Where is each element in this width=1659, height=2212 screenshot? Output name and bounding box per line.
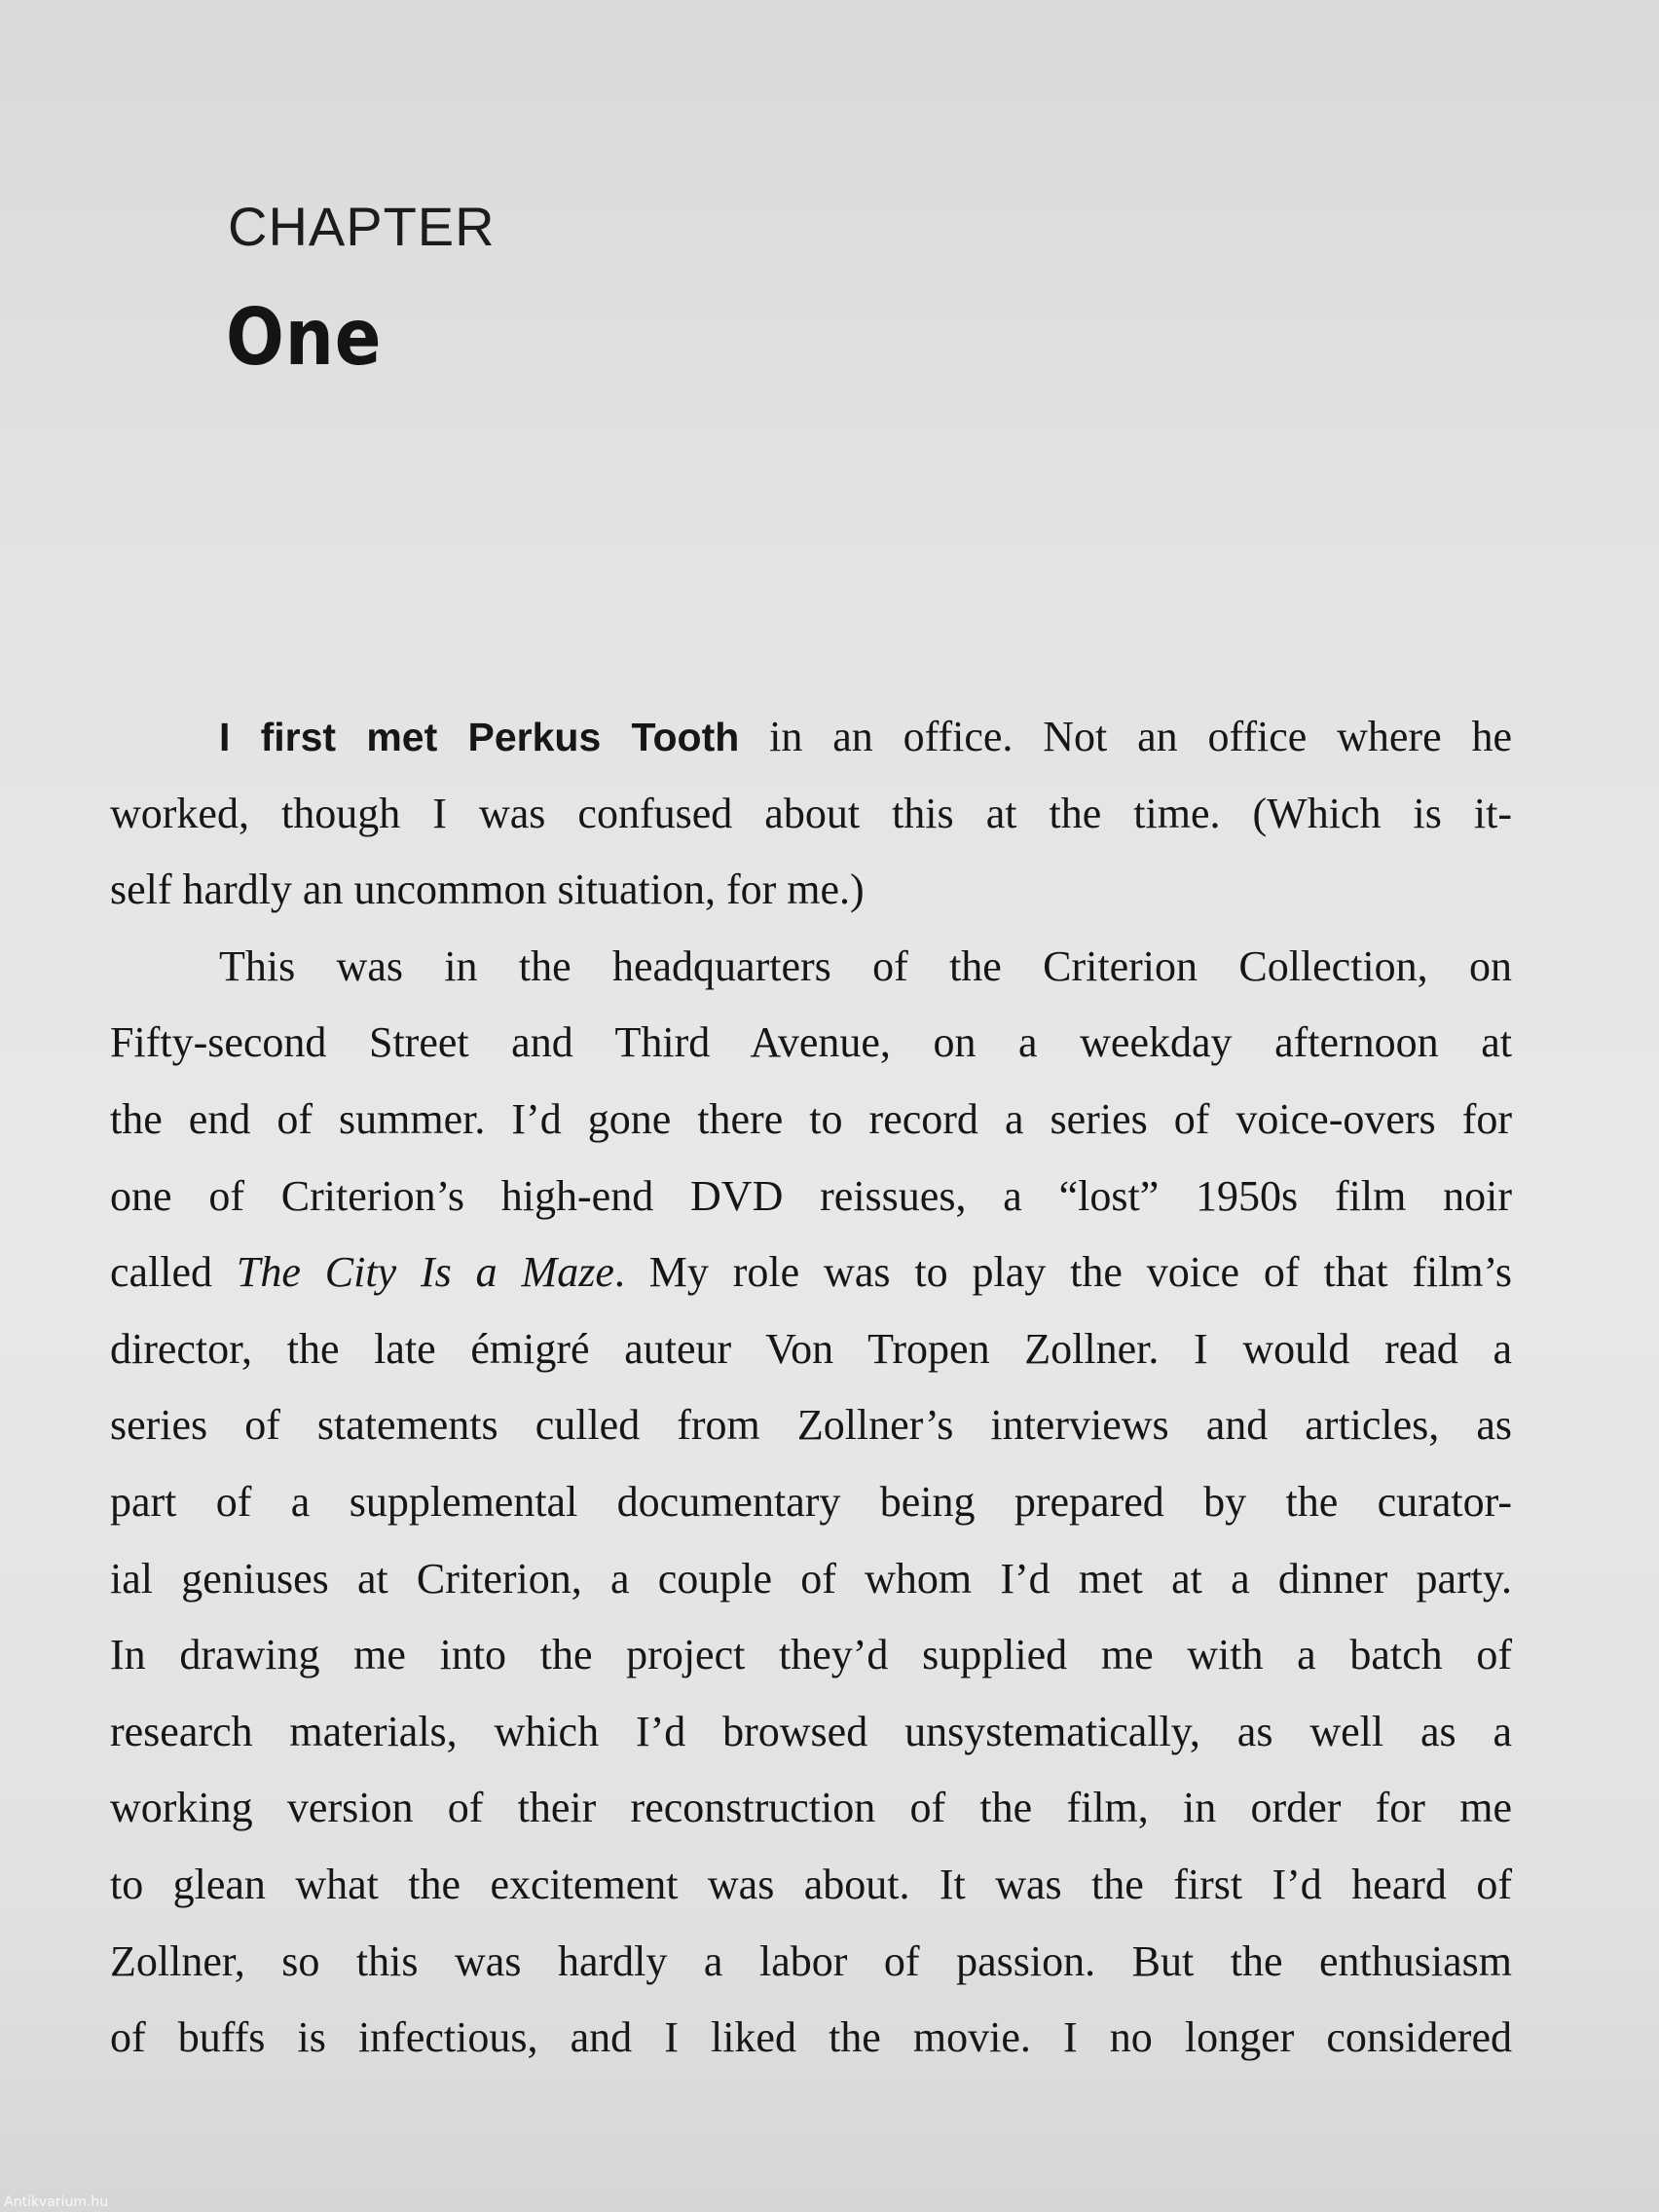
paragraph-2-line-6: director, the late émigré auteur Von Tropen Zollner. I would read a	[110, 1324, 1512, 1373]
paragraph-1-line-1	[110, 699, 1512, 776]
chapter-number: One	[226, 292, 383, 383]
paragraph-2-line-3: the end of summer. I’d gone there to record a series of voice-overs for	[110, 1094, 1512, 1143]
paragraph-1-line-2: worked, though I was confused about this at the time. (Which is it-	[110, 789, 1512, 837]
film-title-italic: The City Is a Maze	[236, 1248, 614, 1297]
line-text: called	[110, 1248, 237, 1297]
paragraph-2-line-7: series of statements culled from Zollner’s interviews and articles, as	[110, 1401, 1512, 1450]
lead-in-bold: I first met Perkus Tooth	[219, 715, 740, 759]
paragraph-2-line-9: ial geniuses at Criterion, a couple of whom I’d met at a dinner party.	[110, 1554, 1512, 1603]
paragraph-2-line-12: working version of their reconstruction of the film, in order for me	[110, 1784, 1512, 1832]
paragraph-1-line-3: self hardly an uncommon situation, for me.)	[110, 866, 865, 914]
paragraph-2-line-8: part of a supplemental documentary being prepared by the curator-	[110, 1477, 1512, 1526]
paragraph-2-line-10: In drawing me into the project they’d supplied me with a batch of	[110, 1631, 1512, 1679]
watermark: Antikvarium.hu	[4, 2194, 109, 2210]
line-text: . My role was to play the voice of that film’s	[613, 1248, 1512, 1297]
paragraph-2-line-14: Zollner, so this was hardly a labor of passion. But the enthusiasm	[110, 1936, 1512, 1985]
reverse-page-bleed	[117, 0, 1519, 76]
paragraph-2-line-4: one of Criterion’s high-end DVD reissues, a “lost” 1950s film noir	[110, 1171, 1512, 1220]
line-text: This was in the headquarters of the Criterion Collection, on	[219, 941, 1512, 990]
paragraph-2-line-15: of buffs is infectious, and I liked the movie. I no longer considered	[110, 2013, 1512, 2062]
body-text	[110, 699, 1512, 2077]
chapter-label: CHAPTER	[228, 196, 496, 257]
paragraph-2-line-1	[110, 929, 1512, 1006]
line-text: in an office. Not an office where he	[739, 713, 1512, 760]
paragraph-2-line-5	[110, 1235, 1512, 1311]
paragraph-2-line-13: to glean what the excitement was about. It was the first I’d heard of	[110, 1860, 1512, 1908]
paragraph-2-line-11: research materials, which I’d browsed unsystematically, as well as a	[110, 1707, 1512, 1755]
paragraph-2-line-2: Fifty-second Street and Third Avenue, on a weekday afternoon at	[110, 1018, 1512, 1067]
